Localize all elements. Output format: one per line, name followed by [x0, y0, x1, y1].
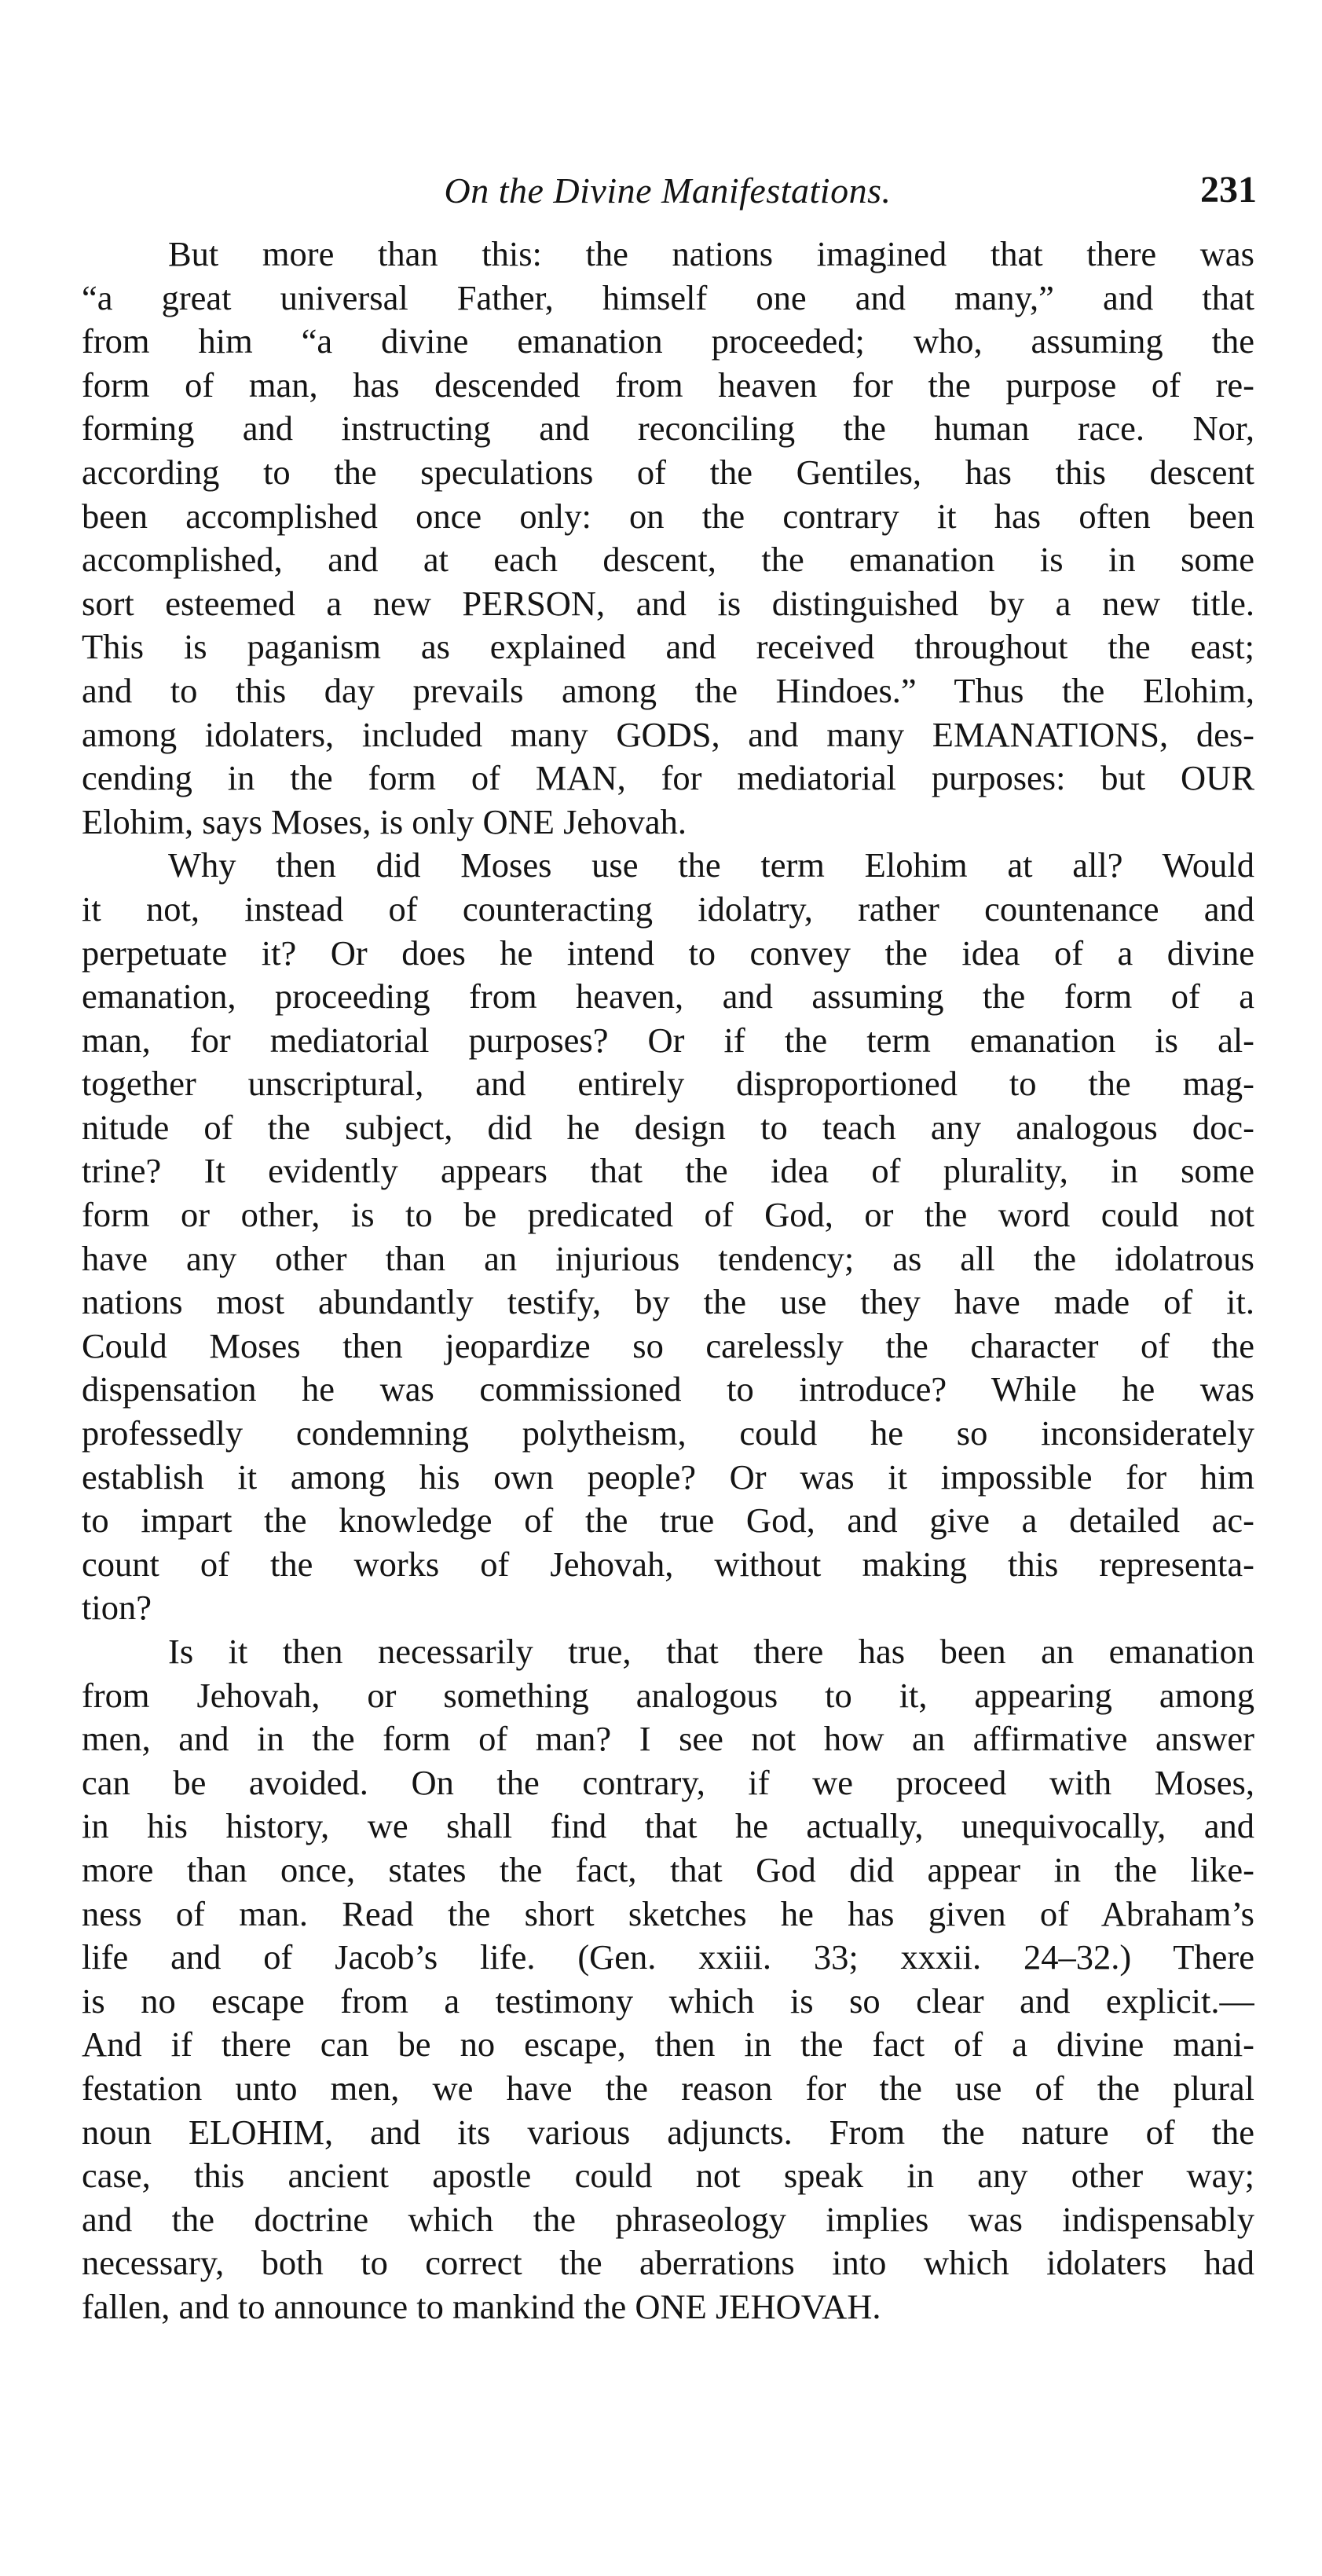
text-line: Elohim, says Moses, is only ONE Jehovah.: [82, 801, 687, 841]
text-line: count of the works of Jehovah, without making this representa-: [82, 1544, 1254, 1584]
text-line: festation unto men, we have the reason for the use of the plural: [82, 2068, 1254, 2108]
text-line: been accomplished once only: on the contrary it has often been: [82, 496, 1254, 536]
text-line: in his history, we shall find that he actually, unequivocally, and: [82, 1806, 1254, 1846]
text-line: emanation, proceeding from heaven, and assuming the form of a: [82, 977, 1254, 1017]
page-number: 231: [1200, 169, 1257, 211]
text-line: and the doctrine which the phraseology implies was indispensably: [82, 2199, 1254, 2239]
text-line: man, for mediatorial purposes? Or if the term emanation is al-: [82, 1020, 1254, 1060]
text-line: necessary, both to correct the aberrations into which idolaters had: [82, 2243, 1254, 2283]
running-title: On the Divine Manifestations.: [444, 170, 892, 211]
text-line: from Jehovah, or something analogous to it, appearing among: [82, 1675, 1254, 1715]
text-line: is no escape from a testimony which is so clear and explicit.—: [82, 1981, 1254, 2021]
text-line: accomplished, and at each descent, the emanation is in some: [82, 540, 1254, 580]
text-line: But more than this: the nations imagined that there was: [168, 234, 1254, 273]
text-line: Is it then necessarily true, that there has been an emanation: [168, 1632, 1254, 1671]
text-line: together unscriptural, and entirely disproportioned to the mag-: [82, 1064, 1254, 1104]
text-line: establish it among his own people? Or was it impossible for him: [82, 1457, 1254, 1497]
page-header: [79, 165, 1257, 220]
text-line: nations most abundantly testify, by the use they have made of it.: [82, 1282, 1254, 1322]
text-line: dispensation he was commissioned to introduce? While he was: [82, 1369, 1254, 1409]
text-line: noun ELOHIM, and its various adjuncts. From the nature of the: [82, 2112, 1254, 2152]
text-line: men, and in the form of man? I see not how an affirmative answer: [82, 1719, 1254, 1759]
text-line: among idolaters, included many GODS, and many EMANATIONS, des-: [82, 714, 1254, 754]
text-line: ness of man. Read the short sketches he has given of Abraham’s: [82, 1893, 1254, 1933]
text-line: sort esteemed a new PERSON, and is distinguished by a new title.: [82, 583, 1254, 623]
text-line: This is paganism as explained and received throughout the east;: [82, 627, 1254, 667]
body-text: [82, 233, 1254, 2329]
text-line: tion?: [82, 1588, 152, 1628]
text-line: Could Moses then jeopardize so carelessly the character of the: [82, 1325, 1254, 1365]
text-line: forming and instructing and reconciling the human race. Nor,: [82, 409, 1254, 449]
text-line: trine? It evidently appears that the idea of plurality, in some: [82, 1151, 1254, 1191]
text-line: case, this ancient apostle could not speak in any other way;: [82, 2156, 1254, 2196]
text-line: according to the speculations of the Gentiles, has this descent: [82, 452, 1254, 492]
text-line: life and of Jacob’s life. (Gen. xxiii. 33; xxxii. 24–32.) There: [82, 1937, 1254, 1977]
text-line: more than once, states the fact, that God did appear in the like-: [82, 1849, 1254, 1889]
text-line: form or other, is to be predicated of God, or the word could not: [82, 1195, 1254, 1235]
text-line: cending in the form of MAN, for mediatorial purposes: but OUR: [82, 758, 1254, 798]
text-line: from him “a divine emanation proceeded; who, assuming the: [82, 321, 1254, 361]
text-line: Why then did Moses use the term Elohim at all? Would: [168, 845, 1254, 885]
text-line: can be avoided. On the contrary, if we proceed with Moses,: [82, 1762, 1254, 1802]
text-line: and to this day prevails among the Hindoes.” Thus the Elohim,: [82, 670, 1254, 710]
text-line: nitude of the subject, did he design to teach any analogous doc-: [82, 1107, 1254, 1147]
text-line: fallen, and to announce to mankind the ONE JEHOVAH.: [82, 2286, 881, 2326]
text-line: perpetuate it? Or does he intend to convey the idea of a divine: [82, 933, 1254, 973]
text-line: “a great universal Father, himself one and many,” and that: [82, 277, 1254, 317]
text-line: it not, instead of counteracting idolatry, rather countenance and: [82, 889, 1254, 929]
text-line: have any other than an injurious tendency; as all the idolatrous: [82, 1238, 1254, 1278]
text-line: professedly condemning polytheism, could he so inconsiderately: [82, 1413, 1254, 1453]
text-line: form of man, has descended from heaven for the purpose of re-: [82, 365, 1254, 405]
text-line: And if there can be no escape, then in the fact of a divine mani-: [82, 2025, 1254, 2065]
text-line: to impart the knowledge of the true God, and give a detailed ac-: [82, 1501, 1254, 1541]
